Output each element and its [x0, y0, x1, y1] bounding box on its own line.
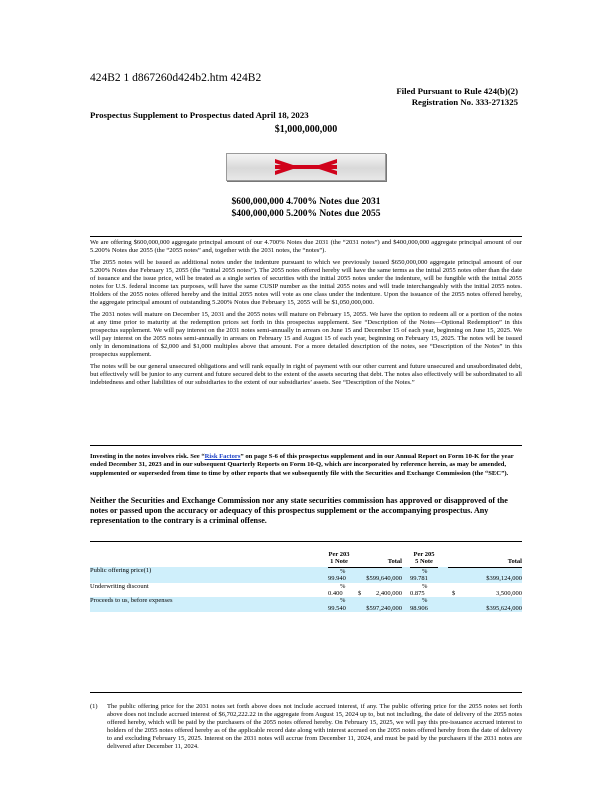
table-row — [90, 597, 522, 604]
paragraph-additional-notes: The 2055 notes will be issued as additional notes under the indenture pursuant to which we previously issued $650,000,000 aggregate principal amount of our 5.200% Notes due February 15, 2055 (the “initial 2055 notes”). The 2055 notes offered hereby will have the same terms as the initial 2055 notes other than the date of issuance and the issue price, will be treated as a single series of securities with the initial 2055 notes under the indenture, will be fungible with the initial 2055 notes for U.S. federal income tax purposes, will have the same CUSIP number as the initial 2055 notes and will trade interchangeably with the initial 2055 notes. Holders of the 2055 notes offered hereby and the initial 2055 notes will vote as one class under the indenture. Upon the issuance of the 2055 notes offered hereby, the aggregate principal amount of outstanding 5.200% Notes due February 15, 2055 will be $1,050,000,000. — [90, 258, 522, 307]
row-label: Public offering price(1) — [90, 567, 328, 575]
logo-mark-icon — [227, 154, 385, 180]
divider — [90, 236, 522, 237]
footnote — [90, 703, 522, 752]
table-row — [90, 567, 522, 575]
col-header-per-2031-note: Per 203 1 Note — [328, 551, 350, 566]
table-row-values — [90, 605, 522, 612]
paragraph-offering: We are offering $600,000,000 aggregate principal amount of our 4.700% Notes due 2031 (the “2031 notes”) and $400,000,000 aggregate principal amount of our 5.200% Notes due 2055 (the “2055 notes” and, together with the 2031 notes, the “notes”). — [90, 239, 522, 255]
company-logo — [226, 153, 386, 181]
total-offering-amount: $1,000,000,000 — [274, 124, 338, 135]
pct-sign: % — [328, 597, 350, 604]
divider — [90, 541, 522, 542]
table-row-values — [90, 590, 522, 597]
pct-sign: % — [410, 597, 438, 604]
per-note-2055-value: 98.906 — [410, 605, 438, 612]
footnote-marker: (1) — [90, 703, 98, 710]
per-note-2055-value: 99.781 — [410, 575, 438, 582]
notes-title-2031: $600,000,000 4.700% Notes due 2031 — [231, 197, 381, 207]
notes-title — [0, 196, 612, 220]
per-note-2031-value: 99.540 — [328, 605, 350, 612]
risk-factors-link[interactable]: Risk Factors — [204, 453, 241, 460]
registration-number: Registration No. 333-271325 — [411, 97, 518, 107]
filing-info — [396, 86, 518, 108]
risk-text-before: Investing in the notes involves risk. See “ — [90, 453, 205, 460]
col-header-per-2055-note: Per 205 5 Note — [410, 551, 438, 567]
pricing-table — [90, 551, 522, 612]
table-row — [90, 583, 522, 590]
pct-sign: % — [340, 582, 346, 590]
table-row-values — [90, 575, 522, 582]
total-2055-value: $395,624,000 — [448, 605, 522, 612]
offering-description — [90, 239, 522, 391]
document-header: 424B2 1 d867260d424b2.htm 424B2 — [90, 72, 262, 84]
row-label: Underwriting discount — [90, 582, 149, 590]
divider — [90, 692, 522, 693]
total-2055-value: $399,124,000 — [448, 575, 522, 582]
notes-title-2055: $400,000,000 5.200% Notes due 2055 — [231, 209, 381, 219]
risk-text-after: ” on page S-6 of this prospectus supplement and in our Annual Report on Form 10-K for the year ended December 31, 2023 and in our subsequent Quarterly Reports on Form 10-Q, which are incorporated by reference herein, as may be amended, supplemented or superseded from time to time by other reports that we subsequently file with the Securities and Exchange Commission (the “SEC”). — [90, 453, 514, 477]
pct-sign: % — [328, 567, 350, 575]
paragraph-ranking: The notes will be our general unsecured obligations and will rank equally in right of payment with our other current and future unsecured and unsubordinated debt, but effectively will be junior to any current and future secured debt to the extent of the assets securing that debt. The notes also effectively will be subordinated to all indebtedness and other liabilities of our subsidiaries to the extent of our subsidiaries’ assets. See “Description of the Notes.” — [90, 363, 522, 387]
risk-statement — [90, 453, 522, 478]
divider — [90, 445, 522, 446]
pct-sign: % — [422, 582, 428, 590]
row-label: Proceeds to us, before expenses — [90, 597, 328, 604]
total-2031-value: $597,240,000 — [350, 605, 402, 612]
per-note-2031-value: 0.400 — [328, 590, 343, 598]
total-2055-value: $ 3,500,000 — [452, 590, 522, 598]
sec-statement: Neither the Securities and Exchange Commission nor any state securities commission has approved or disapproved of the notes or passed upon the accuracy or adequacy of this prospectus supplement or the accompanying prospectus. Any representation to the contrary is a criminal offense. — [90, 496, 508, 525]
per-note-2031-value: 99.940 — [328, 575, 350, 582]
footnote-text: The public offering price for the 2031 notes set forth above does not include accrued interest, if any. The public offering price for the 2055 notes set forth above does not include accrued interest of $6,702,222.22 in the aggregate from August 15, 2024 up to, but not including, the date of delivery of the 2055 notes offered hereby, which will be paid by the purchasers of the 2055 notes offered hereby. On February 15, 2025, we will pay this pre-issuance accrued interest to holders of the 2055 notes offered hereby as of the applicable record date along with interest accrued on the 2055 notes offered hereby from the date of delivery to and excluding February 15, 2025. Interest on the 2031 notes will accrue from December 11, 2024, and must be paid by the purchasers if the 2031 notes are delivered after December 11, 2024. — [107, 703, 522, 751]
total-2031-value: $599,640,000 — [350, 575, 402, 582]
prospectus-date: Prospectus Supplement to Prospectus dated April 18, 2023 — [90, 110, 309, 120]
total-2031-value: $ 2,400,000 — [358, 590, 402, 598]
table-header-row — [90, 551, 522, 567]
per-note-2055-value: 0.875 — [410, 590, 425, 598]
col-header-total-2055: Total — [448, 551, 522, 567]
pct-sign: % — [410, 567, 438, 575]
col-header-total-2031: Total — [350, 551, 402, 567]
paragraph-maturity: The 2031 notes will mature on December 15, 2031 and the 2055 notes will mature on February 15, 2055. We have the option to redeem all or a portion of the notes at any time prior to maturity at the redemption prices set forth in this prospectus supplement. See “Description of the Notes—Optional Redemption” in this prospectus supplement. We will pay interest on the 2031 notes semi-annually in arrears on June 15 and December 15 of each year, beginning on June 15, 2025. We will pay interest on the 2055 notes semi-annually in arrears on February 15 and August 15 of each year, beginning on February 15, 2025. The notes will be issued only in denominations of $2,000 and $1,000 multiples above that amount. For a more detailed description of the notes, see “Description of the Notes” in this prospectus supplement. — [90, 310, 522, 359]
filed-pursuant-line: Filed Pursuant to Rule 424(b)(2) — [396, 86, 518, 96]
